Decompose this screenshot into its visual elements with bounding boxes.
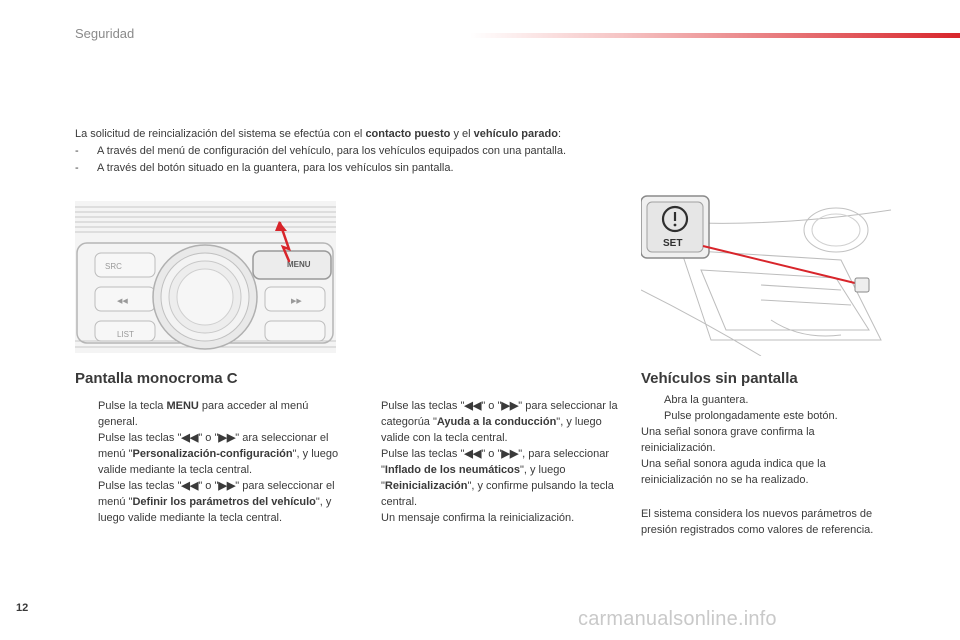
section-title-monochrome: Pantalla monocroma C	[75, 370, 238, 387]
glovebox-illustration	[641, 190, 907, 356]
prev-arrow-icon: ◀◀	[181, 432, 199, 444]
src-label: SRC	[105, 262, 122, 271]
intro-text	[75, 126, 635, 177]
intro-bullet-2: - A través del botón situado en la guantera, para los vehículos sin pantalla.	[75, 162, 454, 174]
next-arrow-icon: ▶▶	[501, 400, 519, 412]
step-item: Abra la guantera.	[664, 394, 749, 406]
intro-bullet-1: - A través del menú de configuración del vehículo, para los vehículos equipados con una pantalla.	[75, 145, 567, 157]
step-item: Pulse las teclas "◀◀" o "▶▶" para seleccionar la categorúa "Ayuda a la conducción", y luego valide con la tecla central.	[381, 400, 618, 444]
watermark-text: carmanualsonline.info	[578, 608, 777, 630]
prev-arrow-icon: ◀◀	[464, 400, 482, 412]
glovebox-drawing	[641, 190, 907, 356]
next-arrow-icon: ▶▶	[218, 432, 236, 444]
step-item: Pulse las teclas "◀◀" o "▶▶" para seleccionar el menú "Definir los parámetros del vehículo", y luego valide mediante la tecla central.	[98, 480, 335, 524]
step-item: Pulse prolongadamente este botón.	[664, 410, 838, 422]
radio-panel-illustration	[75, 201, 336, 353]
monochrome-steps-col1	[75, 398, 339, 526]
error-paragraph: Una señal sonora aguda indica que la reinicialización no se ha realizado.	[641, 458, 826, 486]
step-item: Pulse las teclas "◀◀" o "▶▶", para seleccionar "Inflado de los neumáticos", y luego "Reinicialización", y confirme pulsando la tecla central. Un mensaje confirma la reinicialización.	[381, 448, 614, 524]
menu-label: MENU	[287, 260, 311, 269]
monochrome-steps-col2	[358, 398, 620, 526]
step-item: Pulse las teclas "◀◀" o "▶▶" ara seleccionar el menú "Personalización-configuración", y luego valide mediante la tecla central.	[98, 432, 339, 476]
page-number: 12	[16, 602, 29, 614]
prev-arrow-icon: ◀◀	[181, 480, 199, 492]
prev-arrow-icon: ◀◀	[464, 448, 482, 460]
set-button-label: SET	[663, 238, 683, 249]
no-screen-steps	[641, 392, 891, 538]
section-header-title: Seguridad	[75, 26, 135, 41]
header-accent-bar	[470, 33, 960, 38]
prev-key-label: ◀◀	[117, 297, 128, 305]
step-item: Pulse la tecla MENU para acceder al menú general.	[98, 400, 309, 428]
next-arrow-icon: ▶▶	[218, 480, 236, 492]
intro-line: La solicitud de reincialización del sistema se efectúa con el contacto puesto y el vehículo parado:	[75, 128, 562, 140]
radio-panel-drawing	[75, 201, 336, 353]
confirm-paragraph: Una señal sonora grave confirma la reinicialización.	[641, 426, 815, 454]
section-title-no-screen: Vehículos sin pantalla	[641, 370, 798, 387]
list-label: LIST	[117, 330, 134, 339]
next-arrow-icon: ▶▶	[501, 448, 519, 460]
reference-paragraph: El sistema considera los nuevos parámetros de presión registrados como valores de referencia.	[641, 508, 874, 536]
next-key-label: ▶▶	[291, 297, 302, 305]
